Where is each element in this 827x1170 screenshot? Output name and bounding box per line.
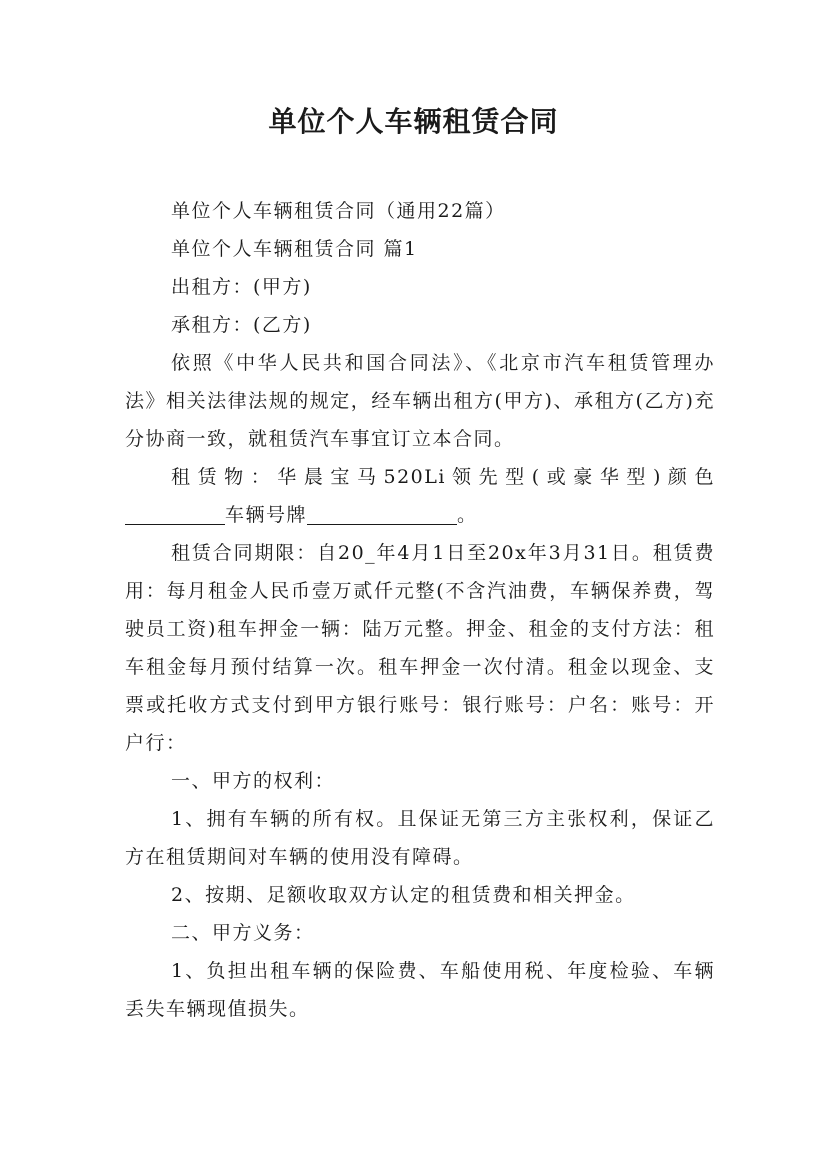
- paragraph-lessor-right-2: 2、按期、足额收取双方认定的租赁费和相关押金。: [171, 884, 636, 906]
- paragraph-lessor-rights-heading: 一、甲方的权利：: [171, 770, 336, 792]
- paragraph-subtitle: 单位个人车辆租赁合同（通用22篇）: [171, 200, 506, 222]
- color-blank: [125, 500, 225, 525]
- paragraph-lessor: 出租方：(甲方): [171, 276, 312, 298]
- end-mark: 。: [457, 504, 478, 526]
- paragraph-chapter: 单位个人车辆租赁合同 篇1: [171, 238, 418, 260]
- paragraph-lessor-duties-heading: 二、甲方义务：: [171, 922, 315, 944]
- paragraph-term-fees: 租赁合同期限：自20_年4月1日至20x年3月31日。租赁费用：每月租金人民币壹万贰仟元整(不含汽油费，车辆保养费，驾驶员工资)租车押金一辆：陆万元整。押金、租金的支付方法：租车租金每月预付结算一次。租车押金一次付清。租金以现金、支票或托收方式支付到甲方银行账号：银行账号：户名：账号：开户行：: [125, 542, 715, 754]
- paragraph-lessee: 承租方：(乙方): [171, 314, 312, 336]
- plate-label: 车辆号牌: [225, 504, 308, 526]
- paragraph-basis: 依照《中华人民共和国合同法》、《北京市汽车租赁管理办法》相关法律法规的规定，经车辆出租方(甲方)、承租方(乙方)充分协商一致，就租赁汽车事宜订立本合同。: [125, 352, 715, 450]
- paragraph-lease-item: 租赁物：华晨宝马520Li领先型(或豪华型)颜色: [171, 466, 715, 488]
- paragraph-lessor-duty-1: 1、负担出租车辆的保险费、车船使用税、年度检验、车辆丢失车辆现值损失。: [125, 960, 715, 1020]
- paragraph-lease-item-cont: [125, 496, 715, 534]
- plate-blank: [307, 500, 457, 525]
- paragraph-lessor-right-1: 1、拥有车辆的所有权。且保证无第三方主张权利，保证乙方在租赁期间对车辆的使用没有障碍。: [125, 808, 715, 868]
- document-title: 单位个人车辆租赁合同: [268, 105, 559, 138]
- document-body: [125, 192, 715, 1028]
